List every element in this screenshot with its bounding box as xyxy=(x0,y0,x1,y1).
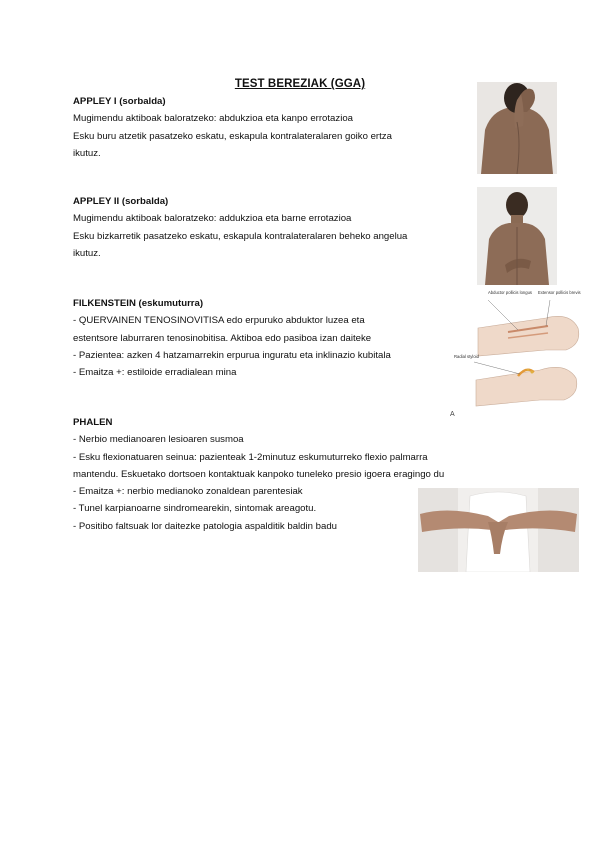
section-heading: FILKENSTEIN (eskumuturra) xyxy=(73,298,204,309)
section-line: ikutuz. xyxy=(73,147,101,159)
section-appley-2 xyxy=(73,193,473,262)
section-line: Esku buru atzetik pasatzeko eskatu, eskapula kontralateralaren goiko ertza xyxy=(73,130,392,142)
filkenstein-figure xyxy=(448,288,583,420)
phalen-photo xyxy=(418,488,579,572)
section-heading: PHALEN xyxy=(73,417,113,428)
section-line: mantendu. Eskuetako dortsoen kontaktuak kanpoko tuneleko presio igoera eragingo du xyxy=(73,468,445,480)
figure-panel-letter: A xyxy=(450,411,455,418)
section-line: ikutuz. xyxy=(73,247,101,259)
section-line: - Positibo faltsuak lor daitezke patologia aspalditik baldin badu xyxy=(73,520,337,532)
section-line: Esku bizkarretik pasatzeko eskatu, eskapula kontralateralaren beheko angelua xyxy=(73,230,408,242)
section-heading: APPLEY II (sorbalda) xyxy=(73,196,169,207)
section-line: - Tunel karpianoarne sindromearekin, sintomak areagotu. xyxy=(73,503,317,515)
section-line: - Emaitza +: nerbio medianoko zonaldean parentesiak xyxy=(73,486,303,498)
section-line: - QUERVAINEN TENOSINOVITISA edo erpuruko abduktor luzea eta xyxy=(73,315,365,327)
section-line: - Pazientea: azken 4 hatzamarrekin erpurua inguratu eta inklinazio kubitala xyxy=(73,349,391,361)
section-line: Mugimendu aktiboak baloratzeko: addukzioa eta barne errotazioa xyxy=(73,213,352,225)
page-title: TEST BEREZIAK (GGA) xyxy=(234,78,366,90)
section-line: estentsore laburraren tenosinobitisa. Aktiboa edo pasiboa izan daiteke xyxy=(73,332,372,344)
appley-1-photo xyxy=(477,82,557,174)
label-styloid: Radial styloid xyxy=(454,354,479,359)
label-extensor: Extensor pollicis brevis xyxy=(538,290,581,295)
label-abductor: Abductor pollicis longus xyxy=(488,290,532,295)
section-filkenstein xyxy=(73,295,473,381)
section-line: Mugimendu aktiboak baloratzeko: abdukzioa eta kanpo errotazioa xyxy=(73,113,353,125)
section-line: - Emaitza +: estiloide erradialean mina xyxy=(73,367,237,379)
section-heading: APPLEY I (sorbalda) xyxy=(73,96,166,107)
appley-2-photo xyxy=(477,187,557,285)
section-appley-1 xyxy=(73,93,473,162)
section-line: - Nerbio medianoaren lesioaren susmoa xyxy=(73,434,244,446)
section-line: - Esku flexionatuaren seinua: pazienteak 1-2minutuz eskumuturreko flexio palmarra xyxy=(73,451,428,463)
